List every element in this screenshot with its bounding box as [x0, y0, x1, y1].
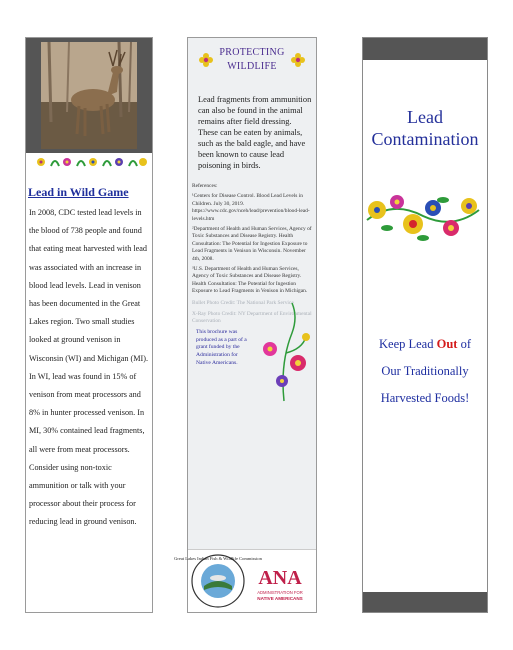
cover-title-line-2: Contamination	[371, 129, 479, 149]
floral-decoration-icon	[252, 293, 316, 401]
photo-credit-2: X-Ray Photo Credit: NY Department of Environmental Conservation	[192, 310, 312, 325]
photo-band	[26, 38, 152, 153]
reference-1: ¹Centers for Disease Control. Blood Lead Levels in Children. July 30, 2019. https://www.cdc.gov/nceh/lead/prevention/blood-lead-levels.htm	[192, 193, 310, 222]
deer-photo	[41, 42, 137, 149]
glifwc-logo-text: Great Lakes Indian Fish & Wildlife Commission	[174, 556, 262, 561]
ana-logo-line2: NATIVE AMERICANS	[257, 596, 303, 601]
section-body: In 2008, CDC tested lead levels in the blood of 738 people and found that eating meat harvested with lead was associated with an increase in blood lead levels. Lead in venison has been documented in the Great Lakes region. Two small studies looked at ground venison in Wisconsin (WI) and Michigan (MI). In WI, lead was found in 15% of venison from meat processors and 8% in hunter processed venison. In MI, 30% contained lead fragments, all were from meat processors. Consider using non-toxic ammunition or talk with your processor about their process for reducing lead in ground venison.	[29, 208, 149, 527]
intro-text: Lead fragments from ammunition can also be found in the animal remains after field dressing. These can be eaten by animals, such as the bald eagle, and have been known to cause lead poisoning in birds.	[198, 95, 312, 170]
panel-lead-in-wild-game	[25, 37, 153, 613]
partner-logos	[174, 549, 316, 612]
section-heading: Lead in Wild Game	[28, 185, 129, 199]
panel-title	[219, 46, 284, 74]
grant-note: This brochure was produced as a part of a grant funded by the Administration for Native Americans.	[196, 329, 247, 366]
tagline-part-b: of	[457, 337, 471, 351]
glifwc-logo	[174, 555, 262, 607]
references-label: References:	[192, 183, 218, 189]
title-line-2: WILDLIFE	[227, 61, 277, 72]
cover-title	[363, 106, 487, 150]
panel-protecting-wildlife	[174, 37, 317, 613]
flower-icon	[199, 53, 213, 67]
tagline-line-2: Our Traditionally	[381, 364, 469, 378]
top-band	[363, 38, 487, 60]
photo-credit-1: Bullet Photo Credit: The National Park Service	[192, 299, 294, 306]
references	[192, 183, 312, 296]
reference-3: ³U.S. Department of Health and Human Services, Agency of Toxic Substances and Disease Registry. Health Consultation: The Potential for Ingestion Exposure to Lead Fragments in Venison in Michigan.	[192, 266, 308, 295]
ana-logo	[257, 567, 303, 601]
tagline-line-1	[363, 331, 487, 358]
tagline-emphasis: Out	[436, 337, 458, 351]
cover-title-line-1: Lead	[407, 107, 443, 127]
tagline-part-a: Keep Lead	[379, 337, 437, 351]
tagline	[363, 331, 487, 412]
panel-header	[188, 46, 316, 74]
flower-icon	[291, 53, 305, 67]
reference-2: ²Department of Health and Human Services, Agency of Toxic Substances and Disease Registry. Health Consultation: The Potential for Ingestion Exposure to Lead Fragments in Venison in Wisconsin. November 4th, 2008.	[192, 226, 312, 262]
deer-illustration	[41, 42, 137, 149]
beadwork-floral-icon	[363, 180, 483, 250]
ana-logo-mark: ANA	[258, 567, 302, 589]
title-line-1: PROTECTING	[219, 47, 285, 58]
panel-cover	[362, 37, 488, 613]
ana-logo-line1: ADMINISTRATION FOR	[257, 590, 303, 595]
floral-border	[26, 153, 152, 171]
beadwork-flowers-icon	[29, 154, 149, 170]
logos-graphic	[174, 550, 318, 612]
tagline-line-3: Harvested Foods!	[380, 391, 470, 405]
bottom-band	[363, 592, 487, 612]
